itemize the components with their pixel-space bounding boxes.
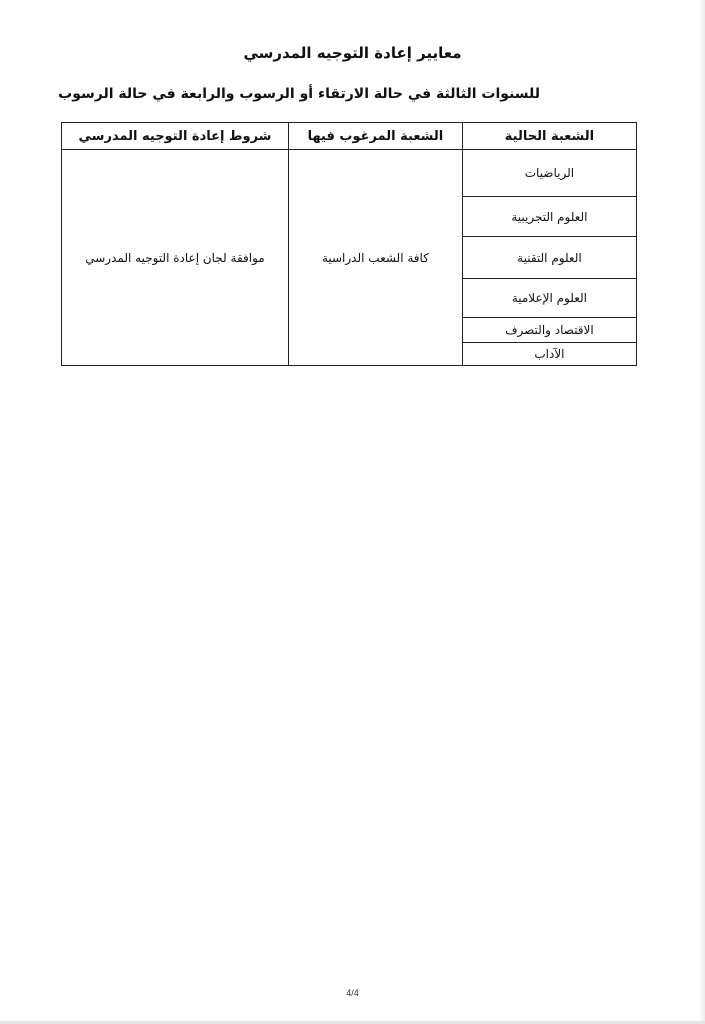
header-desired-branch: الشعبة المرغوب فيها [289,123,463,150]
desired-branch-cell: كافة الشعب الدراسية [289,150,463,366]
page-edge-shadow [699,0,705,1024]
header-current-branch: الشعبة الحالية [462,123,636,150]
table-header-row [62,123,637,150]
current-branch-cell: العلوم التجريبية [462,197,636,237]
table-row [62,150,637,197]
condition-cell: موافقة لجان إعادة التوجيه المدرسي [62,150,289,366]
reorientation-criteria-table [61,122,637,366]
current-branch-cell: الاقتصاد والتصرف [462,318,636,343]
page-number: 4/4 [346,988,359,998]
document-title: معايير إعادة التوجيه المدرسي [243,44,462,62]
current-branch-cell: العلوم التقنية [462,237,636,279]
current-branch-cell: الرياضيات [462,150,636,197]
header-conditions: شروط إعادة التوجيه المدرسي [62,123,289,150]
document-subtitle: للسنوات الثالثة في حالة الارتقاء أو الرسوب والرابعة في حالة الرسوب [58,86,540,102]
current-branch-cell: العلوم الإعلامية [462,279,636,318]
current-branch-cell: الآداب [462,343,636,366]
